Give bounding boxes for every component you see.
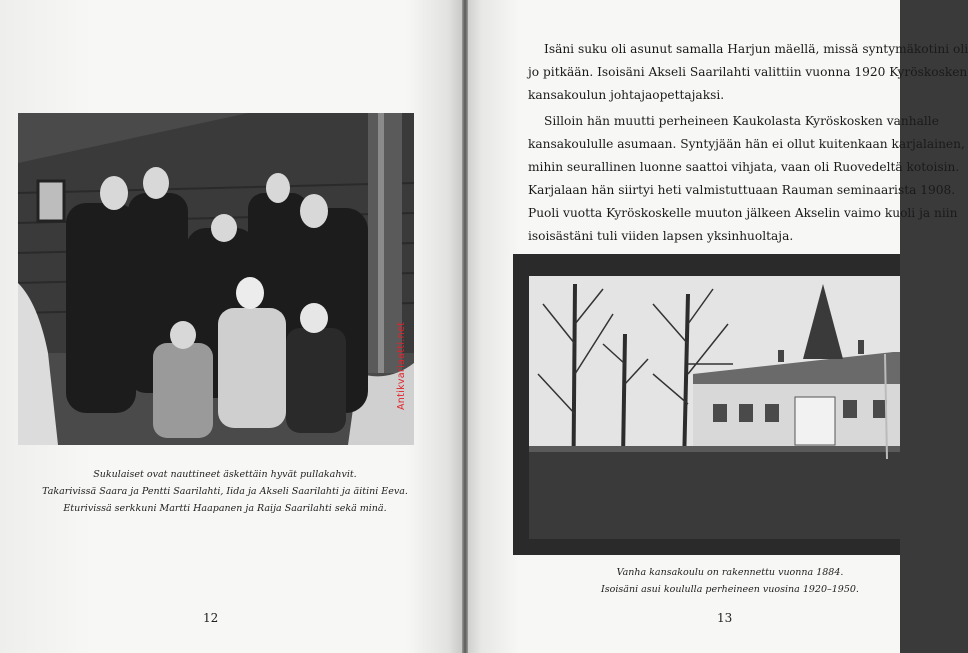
paragraph-2 — [528, 110, 965, 248]
text-line: jo pitkään. Isoisäni Akseli Saarilahti valittiin vuonna 1920 Kyröskosken — [528, 65, 968, 79]
caption-line: Eturivissä serkkuni Martti Haapanen ja Raija Saarilahti sekä minä. — [63, 503, 387, 514]
family-photo-illustration — [18, 113, 414, 445]
text-line: isoisästäni tuli viiden lapsen yksinhuoltaja. — [528, 229, 794, 243]
left-page — [0, 0, 462, 653]
text-line: Silloin hän muutti perheineen Kaukolasta Kyröskosken vanhalle — [544, 114, 939, 128]
text-line: kansakoulun johtajaopettajaksi. — [528, 88, 725, 102]
text-line: Isäni suku oli asunut samalla Harjun mäellä, missä syntymäkotini oli — [544, 42, 968, 56]
caption-line: Vanha kansakoulu on rakennettu vuonna 1884. — [616, 567, 844, 578]
text-line: mihin seurallinen luonne saattoi vihjata, vaan oli Ruovedeltä kotoisin. — [528, 160, 960, 174]
caption-line: Sukulaiset ovat nauttineet äskettäin hyvät pullakahvit. — [93, 469, 357, 480]
family-photo — [18, 113, 414, 445]
school-photo-caption — [560, 564, 900, 598]
paragraph-1 — [528, 38, 968, 107]
watermark-text: Antikvariaatti.net — [396, 321, 407, 410]
text-line: Karjalaan hän siirtyi heti valmistuttuaan Rauman seminaarista 1908. — [528, 183, 956, 197]
caption-line: Takarivissä Saara ja Pentti Saarilahti, Iida ja Akseli Saarilahti ja äitini Eeva. — [42, 486, 408, 497]
page-number: 13 — [717, 611, 733, 625]
text-line: Puoli vuotta Kyröskoskelle muuton jälkeen Akselin vaimo kuoli ja niin — [528, 206, 958, 220]
family-photo-caption — [30, 466, 420, 517]
school-photo — [513, 254, 900, 555]
text-line: kansakoululle asumaan. Syntyjään hän ei ollut kuitenkaan karjalainen, — [528, 137, 965, 151]
caption-line: Isoisäni asui koululla perheineen vuosina 1920–1950. — [601, 584, 859, 595]
page-number: 12 — [203, 611, 219, 625]
school-photo-illustration — [513, 254, 900, 555]
